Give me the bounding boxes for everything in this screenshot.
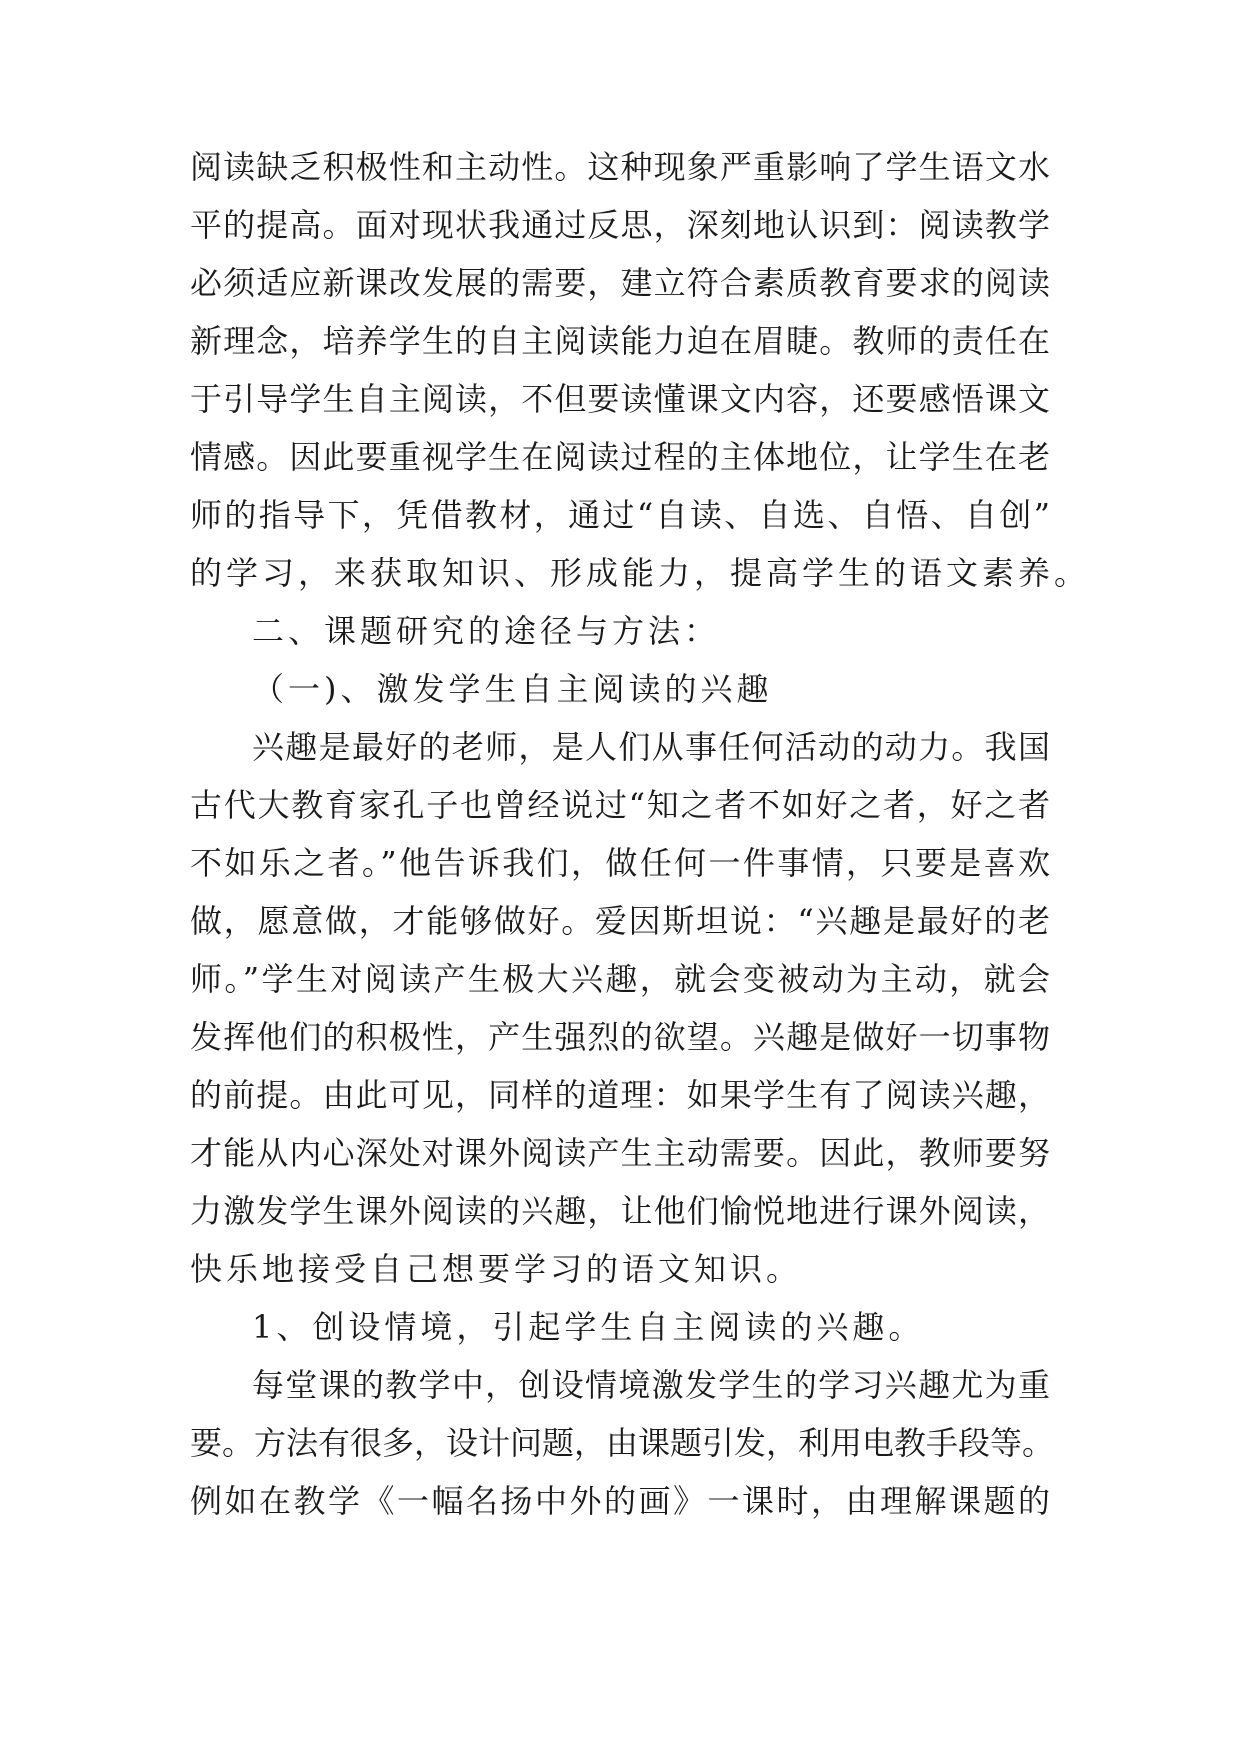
paragraph-line: 古代大教育家孔子也曾经说过“知之者不如好之者，好之者 xyxy=(190,786,1050,824)
paragraph-line: 平的提高。面对现状我通过反思，深刻地认识到：阅读教学 xyxy=(190,206,1050,244)
paragraph-line: 情感。因此要重视学生在阅读过程的主体地位，让学生在老 xyxy=(190,438,1050,476)
paragraph-line: 要。方法有很多，设计问题，由课题引发，利用电教手段等。 xyxy=(190,1424,1055,1462)
section-heading: 二、课题研究的途径与方法： xyxy=(252,612,721,650)
paragraph-line: 新理念，培养学生的自主阅读能力迫在眉睫。教师的责任在 xyxy=(190,322,1050,360)
subsection-heading: （一)、激发学生自主阅读的兴趣 xyxy=(252,670,773,708)
paragraph-line: 阅读缺乏积极性和主动性。这种现象严重影响了学生语文水 xyxy=(190,148,1050,186)
paragraph-line: 必须适应新课改发展的需要，建立符合素质教育要求的阅读 xyxy=(190,264,1050,302)
paragraph-line: 的学习，来获取知识、形成能力，提高学生的语文素养。 xyxy=(190,554,1091,592)
paragraph-line: 每堂课的教学中，创设情境激发学生的学习兴趣尤为重 xyxy=(252,1366,1050,1404)
paragraph-line: 兴趣是最好的老师，是人们从事任何活动的动力。我国 xyxy=(252,728,1050,766)
paragraph-line: 才能从内心深处对课外阅读产生主动需要。因此，教师要努 xyxy=(190,1134,1050,1172)
paragraph-line: 师的指导下，凭借教材，通过“自读、自选、自悟、自创” xyxy=(190,496,1050,534)
paragraph-line: 力激发学生课外阅读的兴趣，让他们愉悦地进行课外阅读， xyxy=(190,1192,1050,1230)
paragraph-line: 的前提。由此可见，同样的道理：如果学生有了阅读兴趣， xyxy=(190,1076,1050,1114)
paragraph-line: 快乐地接受自己想要学习的语文知识。 xyxy=(190,1250,803,1288)
paragraph-line: 于引导学生自主阅读，不但要读懂课文内容，还要感悟课文 xyxy=(190,380,1050,418)
numbered-heading: 1、创设情境，引起学生自主阅读的兴趣。 xyxy=(252,1308,925,1346)
paragraph-line: 不如乐之者。”他告诉我们，做任何一件事情，只要是喜欢 xyxy=(190,844,1050,882)
paragraph-line: 师。”学生对阅读产生极大兴趣，就会变被动为主动，就会 xyxy=(190,960,1050,998)
paragraph-line: 做，愿意做，才能够做好。爱因斯坦说：“兴趣是最好的老 xyxy=(190,902,1050,940)
paragraph-line: 发挥他们的积极性，产生强烈的欲望。兴趣是做好一切事物 xyxy=(190,1018,1050,1056)
paragraph-line: 例如在教学《一幅名扬中外的画》一课时，由理解课题的 xyxy=(190,1482,1050,1520)
